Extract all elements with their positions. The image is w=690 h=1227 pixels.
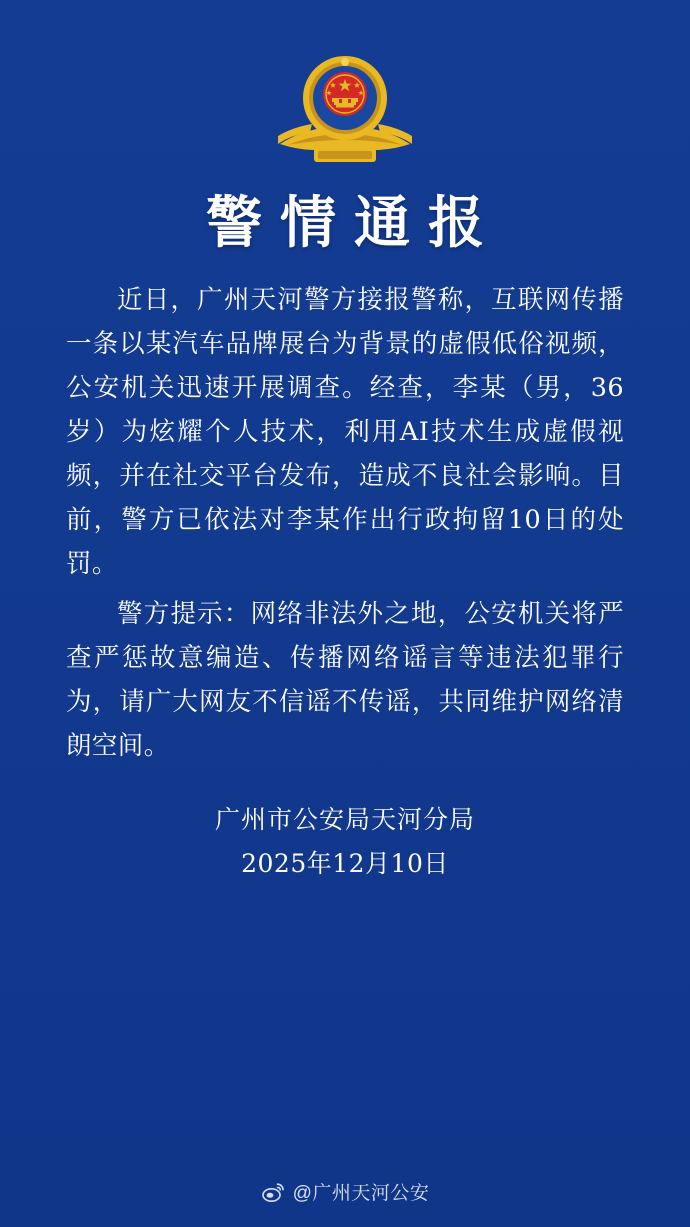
signature-block xyxy=(0,798,690,886)
bulletin-body xyxy=(66,278,624,774)
page-title: 警情通报 xyxy=(206,190,502,256)
footer-handle: @广州天河公安 xyxy=(292,1183,430,1204)
paragraph-1: 近日，广州天河警方接报警称，互联网传播一条以某汽车品牌展台为背景的虚假低俗视频，公安机关迅速开展调查。经查，李某（男，36岁）为炫耀个人技术，利用AI技术生成虚假视频，并在社交平台发布，造成不良社会影响。目前，警方已依法对李某作出行政拘留10日的处罚。 xyxy=(66,285,624,579)
issue-date: 2025年12月10日 xyxy=(241,849,449,878)
paragraph-2: 警方提示：网络非法外之地，公安机关将严查严惩故意编造、传播网络谣言等违法犯罪行为，请广大网友不信谣不传谣，共同维护网络清朗空间。 xyxy=(66,599,624,761)
emblem-container xyxy=(0,52,690,170)
footer-watermark xyxy=(0,1178,690,1205)
weibo-icon xyxy=(261,1180,285,1204)
china-police-emblem-icon xyxy=(270,52,420,170)
issuing-organization: 广州市公安局天河分局 xyxy=(214,805,475,834)
